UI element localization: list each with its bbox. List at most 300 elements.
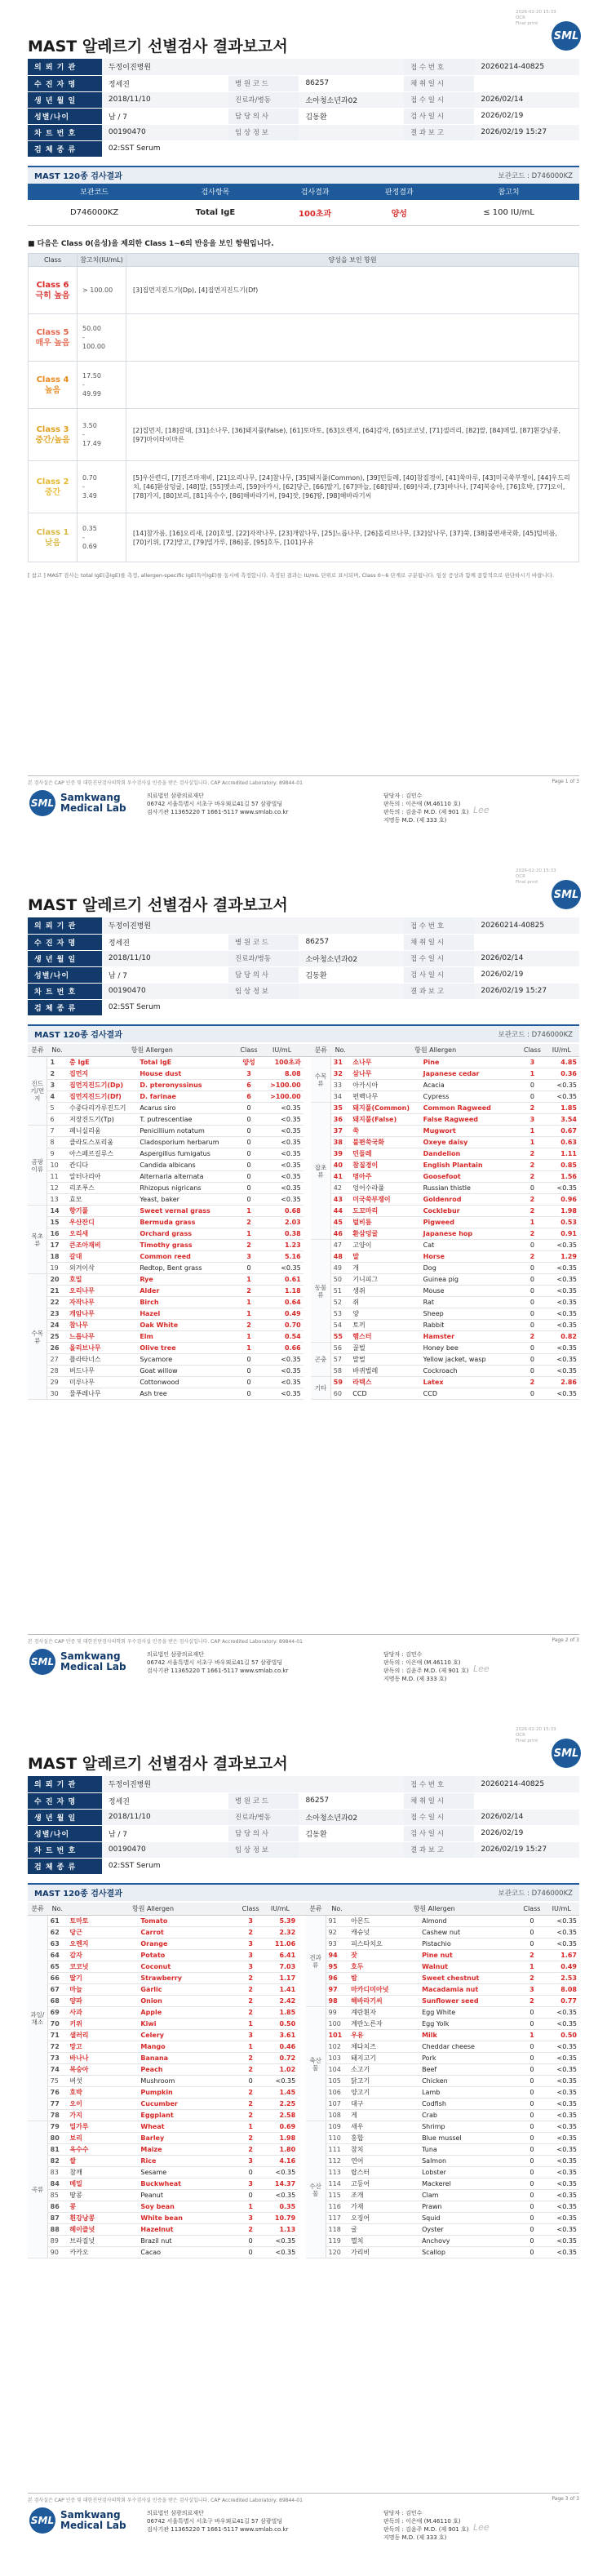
allergen-no: 96 <box>326 1973 348 1984</box>
allergen-no: 11 <box>47 1171 67 1183</box>
allergen-no: 2 <box>47 1068 67 1080</box>
info-label: 검 체 종 류 <box>28 999 102 1015</box>
allergen-ko: 개 <box>350 1263 420 1274</box>
grid-spacer <box>298 2133 306 2144</box>
info-label: 접 수 번 호 <box>404 59 474 75</box>
allergen-en: Salmon <box>419 2156 520 2167</box>
allergen-en: Bermuda grass <box>137 1217 237 1228</box>
allergen-no: 119 <box>326 2236 348 2247</box>
allergen-no: 53 <box>330 1308 350 1320</box>
allergen-class: 1 <box>521 1217 544 1228</box>
allergen-ko: 환삼덩굴 <box>350 1228 420 1240</box>
allergen-class: 2 <box>237 1286 261 1297</box>
allergen-no: 63 <box>47 1939 67 1950</box>
grid-spacer <box>298 2190 306 2201</box>
allergen-no: 60 <box>330 1388 350 1400</box>
allergen-no: 64 <box>47 1950 67 1961</box>
allergen-value: 0.68 <box>260 1206 303 1217</box>
signature-mark: Lee <box>473 1663 490 1674</box>
sml-logo-icon: SML <box>552 21 581 51</box>
allergen-class: 2 <box>239 2110 263 2121</box>
allergen-class: 0 <box>520 2110 543 2121</box>
allergen-ko: 오리새 <box>67 1228 137 1240</box>
allergen-no: 55 <box>330 1331 350 1343</box>
allergen-ko: 민들레 <box>350 1148 420 1160</box>
info-value: 2026/02/14 <box>474 950 579 966</box>
allergen-no: 70 <box>47 2019 67 2030</box>
total-ige-table <box>28 184 579 227</box>
allergen-no: 32 <box>330 1068 350 1080</box>
allergen-no: 62 <box>47 1927 67 1939</box>
allergen-en: Banana <box>138 2053 238 2064</box>
allergen-class: 2 <box>239 2087 263 2099</box>
section-title: MAST 120종 검사결과 <box>34 172 122 181</box>
allergen-class: 1 <box>521 1068 544 1080</box>
grid-spacer <box>304 1044 312 1057</box>
allergen-en: Total IgE <box>137 1057 237 1068</box>
grid-spacer <box>298 2236 306 2247</box>
info-label: 채 취 일 시 <box>404 1792 474 1809</box>
allergen-no: 24 <box>47 1320 67 1331</box>
allergen-value: 2.32 <box>263 1927 299 1939</box>
allergen-value: 0.91 <box>544 1228 579 1240</box>
class-label: Class 3 중간/높음 <box>29 409 78 461</box>
section-title: MAST 120종 검사결과 <box>34 1890 122 1899</box>
allergen-ko: 참치 <box>348 2144 419 2156</box>
allergen-no: 29 <box>47 1377 67 1388</box>
patient-info-table <box>28 917 579 1016</box>
allergen-no: 101 <box>326 2030 348 2041</box>
allergen-en: Pistachio <box>419 1939 520 1950</box>
allergen-value: 1.02 <box>263 2064 299 2076</box>
grid-header: Class <box>521 1044 544 1057</box>
allergen-value: <0.35 <box>543 2019 579 2030</box>
section-header <box>28 1024 579 1042</box>
allergen-ko: 옥수수 <box>67 2144 138 2156</box>
allergen-value: 4.16 <box>263 2156 299 2167</box>
allergen-value: 1.98 <box>544 1206 579 1217</box>
allergen-en: Eggplant <box>138 2110 238 2121</box>
grid-spacer <box>298 1984 306 1996</box>
allergen-en: Pigweed <box>421 1217 521 1228</box>
allergen-en: Cat <box>421 1240 521 1251</box>
allergen-en: Pumpkin <box>138 2087 238 2099</box>
allergen-class: 0 <box>237 1137 261 1148</box>
allergen-no: 44 <box>330 1206 350 1217</box>
info-value: 2026/02/14 <box>474 91 579 108</box>
allergen-value: <0.35 <box>544 1080 579 1091</box>
allergen-class: 2 <box>239 2099 263 2110</box>
allergen-no: 93 <box>326 1939 348 1950</box>
allergen-value: >100.00 <box>260 1091 303 1103</box>
allergen-class: 0 <box>237 1366 261 1377</box>
allergen-no: 35 <box>330 1103 350 1114</box>
grid-spacer <box>304 1240 312 1251</box>
info-label: 차 트 번 호 <box>28 1841 102 1858</box>
allergen-ko: 멸치 <box>348 2236 419 2247</box>
allergen-class: 3 <box>520 1984 543 1996</box>
allergen-value: 2.42 <box>263 1996 299 2007</box>
allergen-class: 0 <box>237 1194 261 1206</box>
allergen-class: 1 <box>239 2041 263 2053</box>
info-value <box>474 1792 579 1809</box>
allergen-value: <0.35 <box>544 1183 579 1194</box>
allergen-value: 0.63 <box>544 1137 579 1148</box>
allergen-ko: 계란흰자 <box>348 2007 419 2019</box>
info-value: 00190470 <box>102 1841 228 1858</box>
allergen-class: 0 <box>520 2224 543 2236</box>
lab-address: 의료법인 삼광의료재단 06742 서울특별시 서초구 바우뫼로41길 57 삼광빌딩 검사기관 11365220 T 1661-5117 www.smlab.co.kr <box>147 1651 289 1674</box>
allergen-no: 78 <box>47 2110 67 2121</box>
allergen-class: 0 <box>237 1148 261 1160</box>
allergen-ko: 브라질넛 <box>67 2236 138 2247</box>
info-value: 소아청소년과02 <box>299 1809 404 1825</box>
grid-spacer <box>304 1274 312 1286</box>
allergen-class: 3 <box>239 2213 263 2224</box>
grid-spacer <box>298 2144 306 2156</box>
info-value <box>299 983 404 999</box>
allergen-en: False Ragweed <box>421 1114 521 1126</box>
allergen-value: 0.54 <box>260 1331 303 1343</box>
allergen-class: 0 <box>520 2247 543 2258</box>
allergen-en: Orange <box>138 1939 238 1950</box>
info-label: 생 년 월 일 <box>28 950 102 966</box>
allergen-class: 0 <box>520 2053 543 2064</box>
group-label: 축산물 <box>306 2007 326 2121</box>
allergen-no: 27 <box>47 1354 67 1366</box>
signature-mark: Lee <box>473 805 490 815</box>
allergen-class: 0 <box>237 1377 261 1388</box>
allergen-class: 0 <box>520 2144 543 2156</box>
allergen-class: 3 <box>521 1057 544 1068</box>
allergen-no: 46 <box>330 1228 350 1240</box>
info-label: 결 과 보 고 <box>404 983 474 999</box>
grid-spacer <box>304 1103 312 1114</box>
allergen-value: 0.36 <box>544 1068 579 1080</box>
allergen-class: 0 <box>521 1297 544 1308</box>
grid-header: Class <box>520 1903 543 1916</box>
allergen-en: Apple <box>138 2007 238 2019</box>
allergen-ko: 느릅나무 <box>67 1331 137 1343</box>
allergen-no: 90 <box>47 2247 67 2258</box>
info-label: 생 년 월 일 <box>28 1809 102 1825</box>
allergen-en: Onion <box>138 1996 238 2007</box>
allergen-class: 1 <box>237 1308 261 1320</box>
allergen-class: 0 <box>520 2190 543 2201</box>
class-label: Class 4 높음 <box>29 362 78 409</box>
grid-spacer <box>304 1114 312 1126</box>
class-ref: 0.70 - 3.49 <box>78 461 126 513</box>
allergen-value: 4.85 <box>544 1057 579 1068</box>
allergen-class: 0 <box>237 1126 261 1137</box>
allergen-class: 0 <box>520 1939 543 1950</box>
group-label: 곡류 <box>28 2121 47 2258</box>
allergen-class: 3 <box>239 2030 263 2041</box>
allergen-en: Cypress <box>421 1091 521 1103</box>
allergen-ko: 연어 <box>348 2156 419 2167</box>
allergen-value: 0.49 <box>260 1308 303 1320</box>
allergen-en: Sheep <box>421 1308 521 1320</box>
allergen-ko: 체다치즈 <box>348 2041 419 2053</box>
page-1 <box>0 0 607 859</box>
allergen-value: <0.35 <box>260 1194 303 1206</box>
class-ref: 3.50 - 17.49 <box>78 409 126 461</box>
report-title: MAST 알레르기 선별검사 결과보고서 <box>28 1755 288 1773</box>
grid-spacer <box>304 1366 312 1377</box>
allergen-class: 2 <box>521 1206 544 1217</box>
allergen-en: Pork <box>419 2053 520 2064</box>
allergen-value: 14.37 <box>263 2178 299 2190</box>
allergen-class: 0 <box>520 2121 543 2133</box>
allergen-no: 83 <box>47 2167 67 2178</box>
footnote: [ 참고 ] MAST 검사는 total IgE(총IgE)를 측정, allergen-specific IgE(특이IgE)를 동시에 측정합니다. 측정된 결과는 IU/mL 단위로 표시되며, Class 0~6 단계로 구분됩니다. 임상 증상과 함께 종합적으로 판단하시기 바랍니다. <box>28 572 555 579</box>
allergen-value: 2.58 <box>263 2110 299 2121</box>
info-value <box>299 1841 404 1858</box>
info-label: 채 취 일 시 <box>404 75 474 91</box>
allergen-value: 0.46 <box>263 2041 299 2053</box>
allergen-value: 1.17 <box>263 1973 299 1984</box>
allergen-class: 1 <box>520 2030 543 2041</box>
info-label: 차 트 번 호 <box>28 983 102 999</box>
allergen-ko: 양파 <box>67 1996 138 2007</box>
allergen-class: 2 <box>520 1996 543 2007</box>
allergen-value: <0.35 <box>260 1377 303 1388</box>
grid-header: No. <box>47 1903 67 1916</box>
grid-spacer <box>304 1388 312 1400</box>
allergen-no: 31 <box>330 1057 350 1068</box>
signatories: 담당자 : 김민수 판독의 : 이은애 (M.46110 호) 판독의 : 김윤주 M.D. (제 901 호) 지명동 M.D. (제 333 호) <box>383 2510 469 2541</box>
allergen-en: Orchard grass <box>137 1228 237 1240</box>
allergen-en: Blue mussel <box>419 2133 520 2144</box>
allergen-class: 0 <box>521 1286 544 1297</box>
allergen-no: 69 <box>47 2007 67 2019</box>
info-label: 의 뢰 기 관 <box>28 1776 102 1792</box>
allergen-class: 0 <box>520 2064 543 2076</box>
allergen-en: Pine nut <box>419 1950 520 1961</box>
allergen-en: Squid <box>419 2213 520 2224</box>
allergen-no: 45 <box>330 1217 350 1228</box>
allergen-no: 49 <box>330 1263 350 1274</box>
allergen-en: Penicillium notatum <box>137 1126 237 1137</box>
grid-header: Class <box>237 1044 261 1057</box>
allergen-value: 0.82 <box>544 1331 579 1343</box>
allergen-value: <0.35 <box>544 1343 579 1354</box>
grid-header: No. <box>47 1044 67 1057</box>
allergen-ko: 참나무 <box>67 1320 137 1331</box>
allergen-no: 76 <box>47 2087 67 2099</box>
class-label: Class 6 극히 높음 <box>29 267 78 314</box>
grid-spacer <box>298 2213 306 2224</box>
grid-spacer <box>298 1916 306 1927</box>
allergen-class: 0 <box>521 1354 544 1366</box>
allergen-no: 72 <box>47 2041 67 2053</box>
allergen-no: 97 <box>326 1984 348 1996</box>
allergen-ko: 가리비 <box>348 2247 419 2258</box>
accreditation-text: 본 검사실은 CAP 인증 및 대한진단검사의학회 우수검사실 인증을 받은 검사실입니다. CAP Accredited Laboratory: 89844-01 <box>28 1639 303 1645</box>
grid-spacer <box>298 2178 306 2190</box>
allergen-no: 84 <box>47 2178 67 2190</box>
allergen-class: 2 <box>521 1171 544 1183</box>
result-ref: ≤ 100 IU/mL <box>438 200 579 226</box>
allergen-no: 66 <box>47 1973 67 1984</box>
allergen-class: 2 <box>521 1251 544 1263</box>
allergen-no: 25 <box>47 1331 67 1343</box>
grid-spacer <box>298 2041 306 2053</box>
allergen-no: 102 <box>326 2041 348 2053</box>
allergen-en: Acacia <box>421 1080 521 1091</box>
allergen-en: Elm <box>137 1331 237 1343</box>
allergen-no: 12 <box>47 1183 67 1194</box>
allergen-value: 0.85 <box>544 1160 579 1171</box>
allergen-ko: 꿀벌 <box>350 1343 420 1354</box>
allergen-value: 1.41 <box>263 1984 299 1996</box>
grid-spacer <box>304 1148 312 1160</box>
allergen-value: <0.35 <box>543 2178 579 2190</box>
allergen-class: 0 <box>237 1171 261 1183</box>
grid-spacer <box>298 1903 306 1916</box>
info-label: 결 과 보 고 <box>404 124 474 140</box>
grid-spacer <box>304 1228 312 1240</box>
grid-header: No. <box>330 1044 350 1057</box>
grid-header: 분류 <box>306 1903 326 1916</box>
grid-header: 분류 <box>28 1044 47 1057</box>
allergen-no: 30 <box>47 1388 67 1400</box>
info-value: 2026/02/14 <box>474 1809 579 1825</box>
allergen-ko: 오리나무 <box>67 1286 137 1297</box>
allergen-en: D. farinae <box>137 1091 237 1103</box>
allergen-no: 4 <box>47 1091 67 1103</box>
allergen-class: 3 <box>521 1114 544 1126</box>
allergen-en: Wheat <box>138 2121 238 2133</box>
class-allergens <box>126 314 579 362</box>
allergen-no: 79 <box>47 2121 67 2133</box>
allergen-no: 14 <box>47 1206 67 1217</box>
allergen-en: Timothy grass <box>137 1240 237 1251</box>
brand-name: Samkwang Medical Lab <box>60 1650 126 1672</box>
storage-code: 보관코드 : D746000KZ <box>498 1030 573 1039</box>
allergen-no: 73 <box>47 2053 67 2064</box>
storage-code: 보관코드 : D746000KZ <box>498 1889 573 1898</box>
allergen-value: 1.80 <box>263 2144 299 2156</box>
allergen-ko: 호박 <box>67 2087 138 2099</box>
grid-header: 항원 Allergen <box>67 1044 237 1057</box>
grid-spacer <box>298 2156 306 2167</box>
allergen-class: 0 <box>237 1103 261 1114</box>
grid-spacer <box>298 2064 306 2076</box>
info-value: 20260214-40825 <box>474 917 579 934</box>
allergen-no: 87 <box>47 2213 67 2224</box>
allergen-class: 2 <box>239 2133 263 2144</box>
allergen-no: 109 <box>326 2121 348 2133</box>
grid-spacer <box>298 2007 306 2019</box>
allergen-en: Goosefoot <box>421 1171 521 1183</box>
allergen-value: 0.69 <box>263 2121 299 2133</box>
allergen-no: 98 <box>326 1996 348 2007</box>
allergen-no: 16 <box>47 1228 67 1240</box>
allergen-en: Garlic <box>138 1984 238 1996</box>
allergen-no: 5 <box>47 1103 67 1114</box>
class-allergens <box>126 362 579 409</box>
result-item: Total IgE <box>161 200 270 226</box>
allergen-class: 0 <box>521 1308 544 1320</box>
info-label: 접 수 일 시 <box>404 1809 474 1825</box>
allergen-value: <0.35 <box>544 1091 579 1103</box>
allergen-en: T. putrescentiae <box>137 1114 237 1126</box>
allergen-en: Anchovy <box>419 2236 520 2247</box>
info-label: 의 뢰 기 관 <box>28 917 102 934</box>
allergen-ko: 고양이 <box>350 1240 420 1251</box>
grid-header: IU/mL <box>543 1903 579 1916</box>
allergen-class: 2 <box>239 2144 263 2156</box>
allergen-no: 43 <box>330 1194 350 1206</box>
allergen-en: Redtop, Bent grass <box>137 1263 237 1274</box>
allergen-class: 3 <box>237 1251 261 1263</box>
group-label: 진드기/먼지 <box>28 1057 47 1126</box>
allergen-class: 0 <box>237 1354 261 1366</box>
grid-spacer <box>298 1961 306 1973</box>
allergen-ko: 밤 <box>348 1973 419 1984</box>
info-label: 차 트 번 호 <box>28 124 102 140</box>
allergen-no: 118 <box>326 2224 348 2236</box>
allergen-no: 41 <box>330 1171 350 1183</box>
allergen-value: <0.35 <box>260 1126 303 1137</box>
footer-brand <box>29 1649 126 1675</box>
allergen-en: Hamster <box>421 1331 521 1343</box>
info-value: 86257 <box>299 75 404 91</box>
allergen-no: 105 <box>326 2076 348 2087</box>
allergen-ko: 소고기 <box>348 2064 419 2076</box>
allergen-ko: 기니피그 <box>350 1274 420 1286</box>
allergen-ko: 미루나무 <box>67 1377 137 1388</box>
allergen-class: 3 <box>239 1916 263 1927</box>
grid-spacer <box>298 2076 306 2087</box>
allergen-no: 57 <box>330 1354 350 1366</box>
allergen-en: Cashew nut <box>419 1927 520 1939</box>
grid-spacer <box>304 1377 312 1388</box>
allergen-value: <0.35 <box>263 2190 299 2201</box>
allergen-class: 0 <box>520 2167 543 2178</box>
allergen-value: 0.49 <box>543 1961 579 1973</box>
allergen-value: <0.35 <box>544 1263 579 1274</box>
info-value: 2026/02/19 <box>474 108 579 124</box>
allergen-no: 71 <box>47 2030 67 2041</box>
allergen-value: <0.35 <box>260 1388 303 1400</box>
allergen-value: 0.38 <box>260 1228 303 1240</box>
allergen-en: Walnut <box>419 1961 520 1973</box>
allergen-class: 0 <box>521 1274 544 1286</box>
allergen-no: 19 <box>47 1263 67 1274</box>
class-header: 양성을 보인 항원 <box>126 254 579 267</box>
allergen-en: Cockroach <box>421 1366 521 1377</box>
allergen-class: 0 <box>521 1388 544 1400</box>
grid-header: No. <box>326 1903 348 1916</box>
allergen-class: 0 <box>520 2156 543 2167</box>
group-label: 곤충 <box>311 1343 330 1377</box>
allergen-ko: 당근 <box>67 1927 138 1939</box>
allergen-value: 3.54 <box>544 1114 579 1126</box>
report-title: MAST 알레르기 선별검사 결과보고서 <box>28 896 288 914</box>
allergen-no: 9 <box>47 1148 67 1160</box>
allergen-class: 0 <box>520 1927 543 1939</box>
group-label: 목초류 <box>28 1206 47 1274</box>
grid-spacer <box>298 1939 306 1950</box>
allergen-en: Alternaria alternata <box>137 1171 237 1183</box>
grid-spacer <box>298 2167 306 2178</box>
allergen-en: Japanese cedar <box>421 1068 521 1080</box>
allergen-en: Rat <box>421 1297 521 1308</box>
allergen-value: 2.03 <box>260 1217 303 1228</box>
allergen-ko: 홍합 <box>348 2133 419 2144</box>
